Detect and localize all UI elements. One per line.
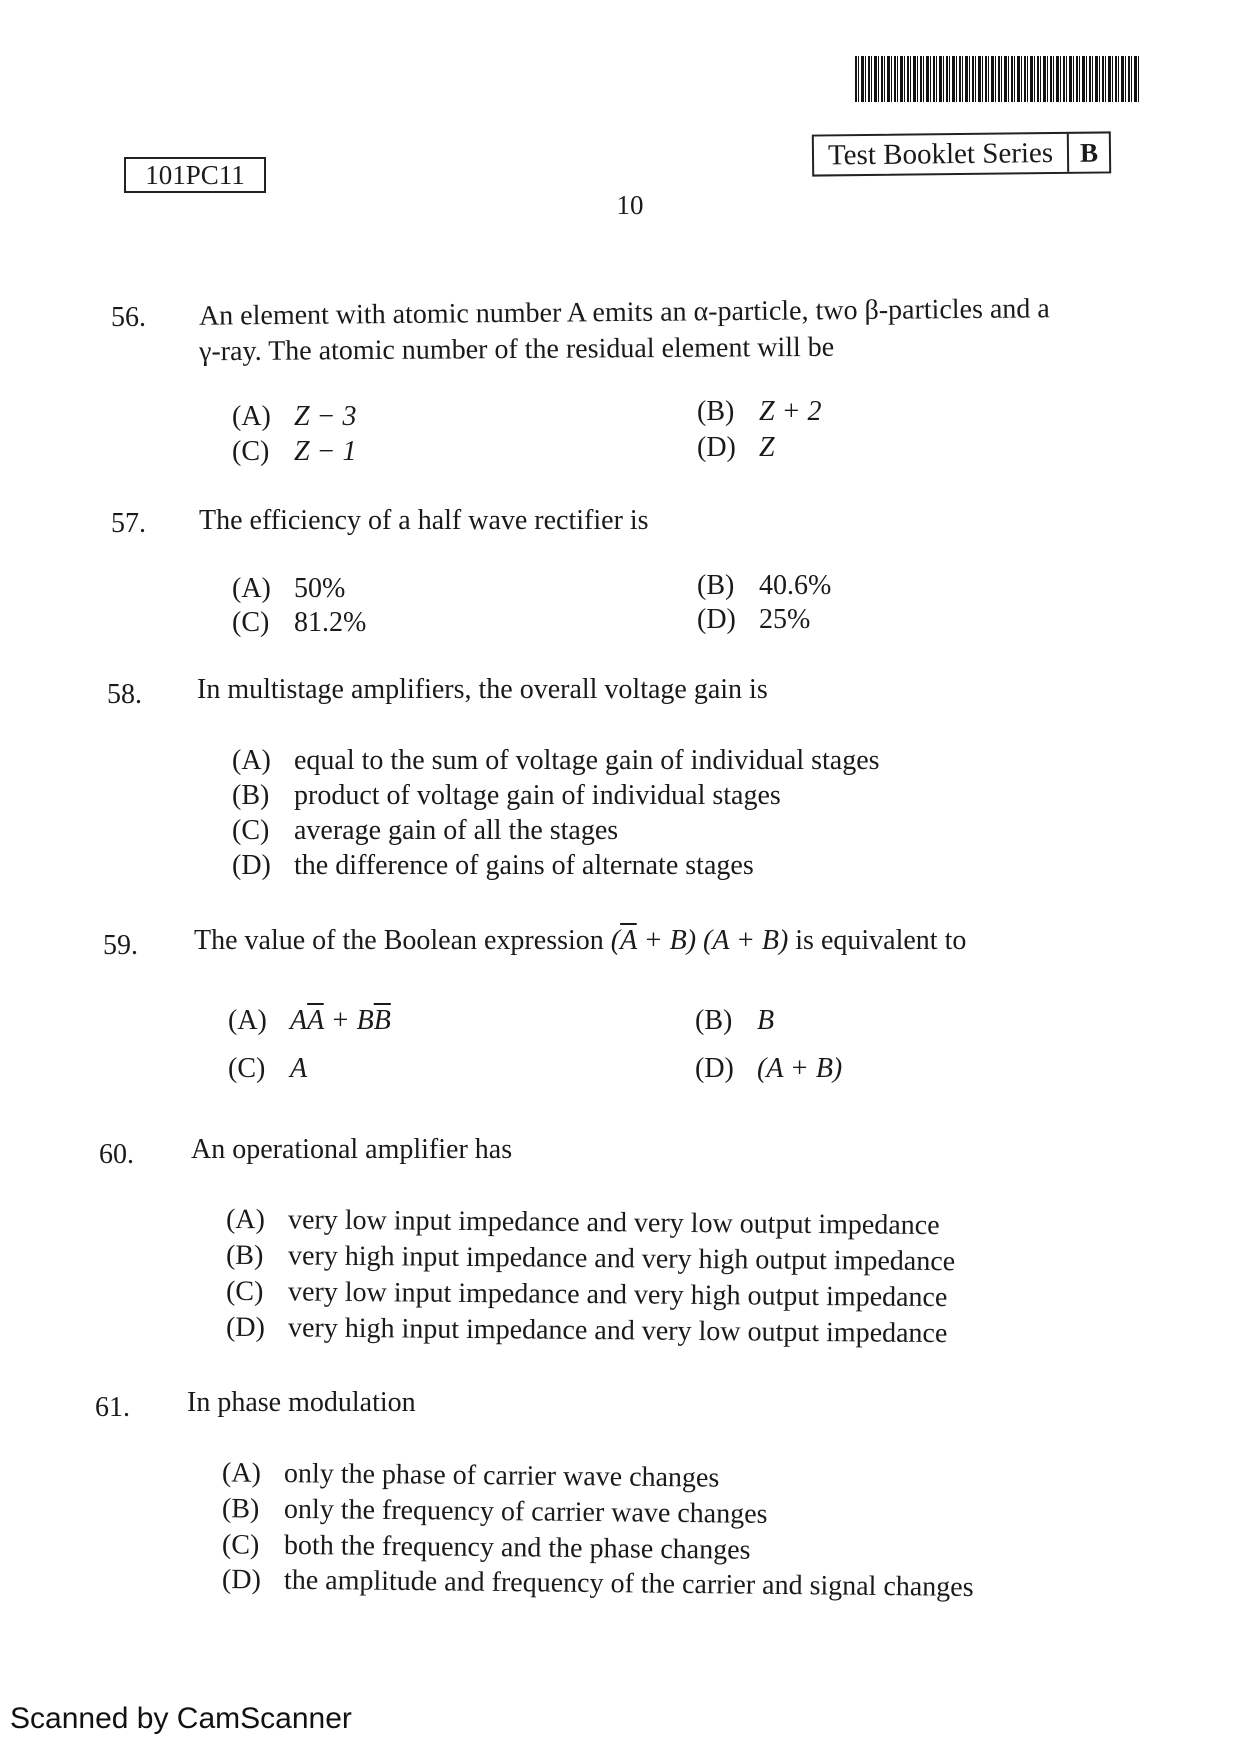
test-booklet-series-box: [812, 131, 1112, 176]
option-b: (B) only the frequency of carrier wave changes: [221, 1493, 768, 1530]
option-a: (A) $A\overline{A} + B\overline{B}$: [228, 1005, 391, 1036]
series-letter: B: [1067, 133, 1109, 171]
option-d: (D) 25%: [697, 604, 811, 635]
question-text: In multistage amplifiers, the overall voltage gain is: [197, 674, 768, 705]
boolean-expression: $(\overline{A} + B) (A + B)$: [610, 925, 789, 956]
option-d: (D) the amplitude and frequency of the carrier and signal changes: [221, 1564, 974, 1603]
option-d: (D) the difference of gains of alternate stages: [232, 850, 754, 881]
option-b: (B) product of voltage gain of individual stages: [232, 780, 781, 811]
option-b: (B) 40.6%: [697, 570, 832, 601]
option-a: (A) only the phase of carrier wave changes: [221, 1457, 720, 1494]
question-number: 58.: [107, 679, 142, 710]
series-label: Test Booklet Series: [827, 137, 1054, 172]
question-number: 61.: [95, 1392, 130, 1423]
question-number: 56.: [111, 302, 146, 333]
question-text: In phase modulation: [187, 1387, 416, 1418]
option-a: (A) Z − 3: [232, 401, 357, 432]
option-c: (C) Z − 1: [232, 436, 357, 467]
option-c: (C) average gain of all the stages: [232, 815, 619, 846]
option-d: (D) very high input impedance and very low output impedance: [225, 1311, 948, 1350]
paper-code-box: 101PC11: [124, 157, 266, 193]
option-c: (C) A: [228, 1053, 308, 1084]
option-b: (B) B: [695, 1005, 775, 1036]
option-d: (D) Z: [697, 432, 775, 463]
barcode-image: [855, 56, 1140, 102]
question-text: The value of the Boolean expression $(\overline{A} + B) (A + B)$ is equivalent to: [194, 925, 967, 956]
option-a-expression: $A\overline{A} + B\overline{B}$: [290, 1005, 391, 1036]
option-b: (B) Z + 2: [697, 396, 822, 427]
question-text: γ-ray. The atomic number of the residual element will be: [198, 331, 835, 368]
page-number: 10: [616, 190, 644, 220]
option-a: (A) very low input impedance and very low output impedance: [225, 1203, 940, 1242]
scanner-watermark: Scanned by CamScanner: [10, 1702, 352, 1735]
option-c: (C) very low input impedance and very high output impedance: [225, 1275, 948, 1314]
question-number: 60.: [99, 1139, 134, 1170]
option-d: (D) (A + B): [695, 1053, 843, 1084]
option-c: (C) both the frequency and the phase changes: [221, 1529, 751, 1566]
option-b: (B) very high input impedance and very high output impedance: [225, 1239, 956, 1278]
question-number: 57.: [111, 508, 146, 539]
option-a: (A) equal to the sum of voltage gain of individual stages: [232, 745, 880, 776]
option-c: (C) 81.2%: [232, 607, 367, 638]
question-text: An operational amplifier has: [191, 1134, 513, 1165]
question-text: An element with atomic number A emits an α-particle, two β-particles and a: [198, 293, 1050, 332]
option-a: (A) 50%: [232, 573, 346, 604]
question-text: The efficiency of a half wave rectifier is: [199, 505, 649, 536]
question-number: 59.: [103, 930, 138, 961]
